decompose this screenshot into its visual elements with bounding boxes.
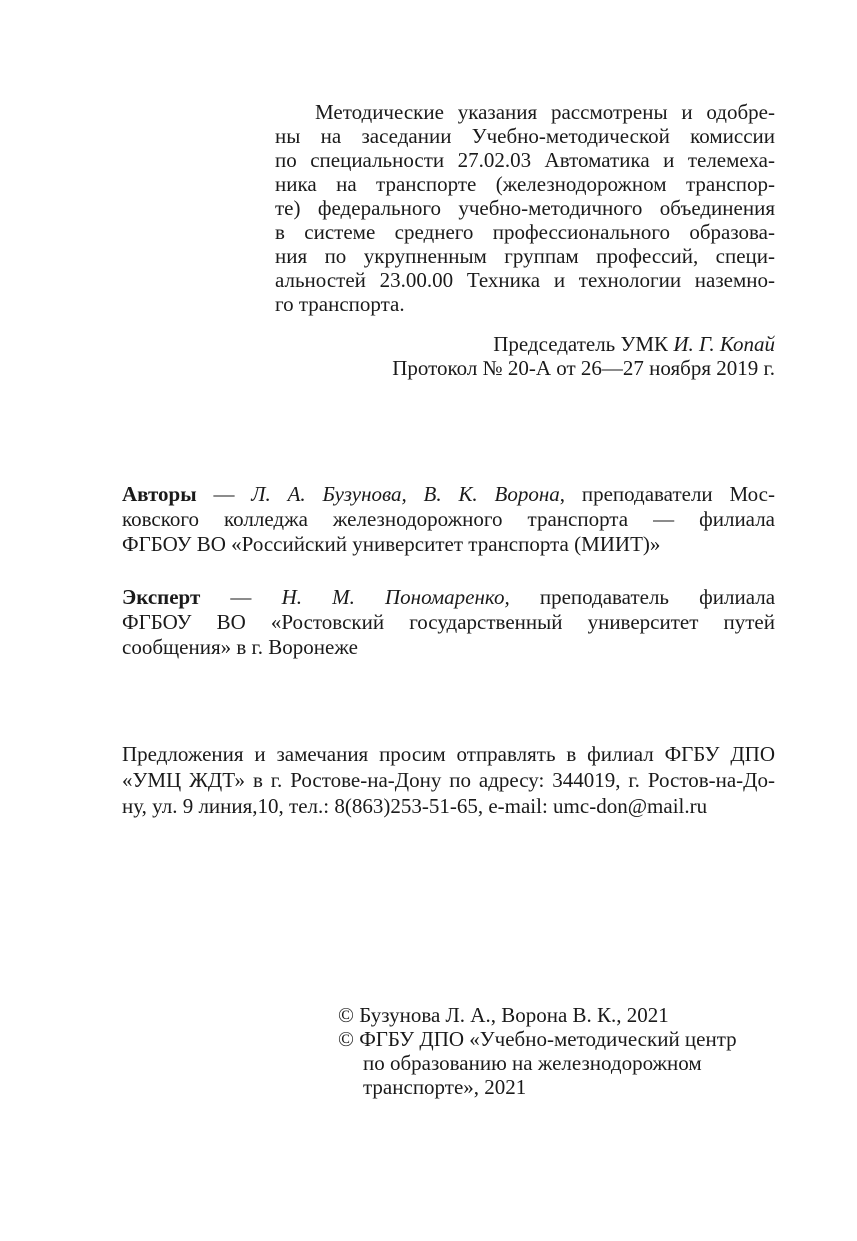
- copyright-block: [338, 1003, 778, 1099]
- expert-name: Н. М. Пономаренко,: [281, 585, 510, 609]
- authors-names: Л. А. Бузунова, В. К. Ворона: [251, 482, 560, 506]
- approval-line: в системе среднего профессионального образова-: [275, 220, 775, 244]
- approval-line: альностей 23.00.00 Техника и технологии наземно-: [275, 268, 775, 292]
- authors-line: ФГБОУ ВО «Российский университет транспорта (МИИТ)»: [122, 532, 661, 556]
- approval-line: ны на заседании Учебно-методической комиссии: [275, 124, 775, 148]
- approval-line: го транспорта.: [275, 292, 405, 316]
- expert-line: [122, 585, 775, 609]
- authors-text: , преподаватели Мос-: [559, 482, 775, 506]
- copyright-authors: © Бузунова Л. А., Ворона В. К., 2021: [338, 1003, 669, 1027]
- chairman-name: И. Г. Копай: [673, 332, 775, 356]
- contacts-block: [122, 742, 775, 818]
- expert-line: сообщения» в г. Воронеже: [122, 635, 358, 659]
- approval-line: те) федерального учебно-методичного объединения: [275, 196, 775, 220]
- dash: —: [196, 482, 252, 506]
- authors-line: ковского колледжа железнодорожного транспорта — филиала: [122, 507, 775, 531]
- approval-line: ния по укрупненным группам профессий, специ-: [275, 244, 775, 268]
- expert-label: Эксперт: [122, 585, 201, 609]
- approval-note: [275, 100, 775, 380]
- contacts-line: ну, ул. 9 линия,10, тел.: 8(863)253-51-65, e-mail: umc-don@mail.ru: [122, 794, 708, 818]
- copyright-publisher: © ФГБУ ДПО «Учебно-методический центр: [338, 1027, 737, 1051]
- authors-line: [122, 482, 775, 506]
- approval-line: по специальности 27.02.03 Автоматика и телемеха-: [275, 148, 775, 172]
- contacts-line: «УМЦ ЖДТ» в г. Ростове-на-Дону по адресу: 344019, г. Ростов-на-До-: [122, 768, 775, 792]
- approval-line: Методические указания рассмотрены и одобре-: [315, 100, 775, 124]
- expert-block: [122, 585, 775, 659]
- expert-text: преподаватель филиала: [509, 585, 776, 609]
- contacts-line: Предложения и замечания просим отправлять в филиал ФГБУ ДПО: [122, 742, 775, 766]
- expert-line: ФГБОУ ВО «Ростовский государственный университет путей: [122, 610, 775, 634]
- protocol: Протокол № 20-А от 26—27 ноября 2019 г.: [392, 356, 775, 380]
- chairman: [275, 332, 775, 356]
- authors-block: [122, 482, 775, 556]
- copyright-publisher-cont: транспорте», 2021: [363, 1075, 527, 1099]
- chairman-label: Председатель УМК: [493, 332, 669, 356]
- copyright-publisher-cont: по образованию на железнодорожном: [363, 1051, 702, 1075]
- authors-label: Авторы: [122, 482, 197, 506]
- approval-line: ника на транспорте (железнодорожном транспор-: [275, 172, 775, 196]
- dash: —: [200, 585, 282, 609]
